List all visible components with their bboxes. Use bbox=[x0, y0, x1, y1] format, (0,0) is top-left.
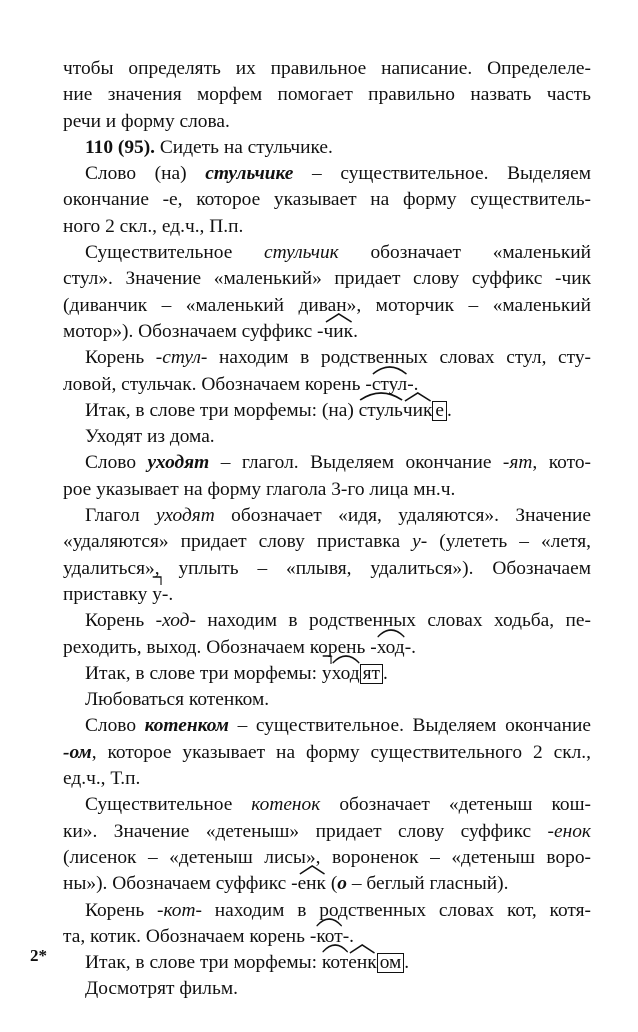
body-text bbox=[63, 56, 591, 1003]
text-line: Корень -кот- находим в родственных словах кот, котя- bbox=[85, 899, 591, 921]
text-line: ловой, стульчак. Обозначаем корень - стул-. bbox=[63, 372, 591, 398]
prefix-mark: у bbox=[152, 582, 162, 608]
text-line: ки». Значение «детеныш» придает слову суффикс -енок bbox=[63, 820, 591, 842]
suffix-mark: чик bbox=[324, 319, 354, 345]
text-line: стул». Значение «маленький» придает слову суффикс -чик bbox=[63, 268, 591, 290]
morpheme-summary: Итак, в слове три морфемы: кот енк ом . bbox=[63, 950, 591, 976]
text-line: ед.ч., Т.п. bbox=[63, 768, 141, 790]
morpheme-summary: Итак, в слове три морфемы: у ход ят . bbox=[63, 661, 591, 687]
text-line: ние значения морфем помогает правильно назвать часть bbox=[63, 84, 591, 106]
text-line: Существительное котенок обозначает «детеныш кош- bbox=[85, 794, 591, 816]
suffix-mark: енк bbox=[298, 871, 326, 897]
text-line: окончание -е, которое указывает на форму существитель- bbox=[63, 189, 591, 211]
text-line: реходить, выход. Обозначаем корень - ход-. bbox=[63, 635, 591, 661]
text-line: (лисенок – «детеныш лисы», вороненок – «детеныш воро- bbox=[63, 846, 591, 868]
text-line: Корень -ход- находим в родственных словах ходьба, пе- bbox=[85, 610, 591, 632]
text-line: мотор»). Обозначаем суффикс - чик. bbox=[63, 319, 591, 345]
text-line: «удаляются» придает слову приставка у- (улететь – «летя, bbox=[63, 531, 592, 553]
text-line: -ом, которое указывает на форму существительного 2 скл., bbox=[63, 741, 591, 763]
text-line: (диванчик – «маленький диван», моторчик – «маленький bbox=[63, 294, 591, 316]
exercise-heading bbox=[63, 135, 591, 161]
ending-box: ом bbox=[377, 953, 405, 973]
ending-box: ят bbox=[360, 664, 383, 684]
text-line: Слово (на) стульчике – существительное. Выделяем bbox=[85, 163, 591, 185]
text-line: Корень -стул- находим в родственных словах стул, сту- bbox=[85, 347, 591, 369]
text-line: рое указывает на форму глагола 3-го лица мн.ч. bbox=[63, 478, 456, 500]
ending-box: е bbox=[432, 401, 447, 421]
text-line: ны»). Обозначаем суффикс - енк (о – беглый гласный). bbox=[63, 871, 591, 897]
text-line: удалиться», уплыть – «плывя, удалиться»). Обозначаем bbox=[63, 557, 591, 579]
root-mark: ход bbox=[377, 635, 405, 661]
text-line: Слово уходят – глагол. Выделяем окончание -ят, кото- bbox=[85, 452, 591, 474]
root-mark: стул bbox=[372, 372, 407, 398]
suffix-mark: енк bbox=[348, 950, 376, 976]
exercise-phrase: Уходят из дома. bbox=[85, 426, 215, 448]
text-line: Существительное стульчик обозначает «маленький bbox=[85, 242, 591, 264]
text-line: ного 2 скл., ед.ч., П.п. bbox=[63, 215, 244, 237]
exercise-phrase: Досмотрят фильм. bbox=[85, 978, 238, 1000]
text-line: приставку у-. bbox=[63, 582, 591, 608]
suffix-mark: чик bbox=[403, 398, 433, 424]
exercise-number: 110 (95). bbox=[85, 136, 156, 158]
text-line: Слово котенком – существительное. Выделяем окончание bbox=[85, 715, 591, 737]
root-mark: кот bbox=[316, 924, 342, 950]
text-line: чтобы определять их правильное написание. Определеле- bbox=[63, 58, 591, 79]
morpheme-summary: Итак, в слове три морфемы: (на) стуль чик е . bbox=[63, 398, 591, 424]
page-mark: 2* bbox=[30, 946, 47, 965]
exercise-phrase: Сидеть на стульчике. bbox=[155, 136, 333, 158]
root-mark: стуль bbox=[359, 398, 403, 424]
prefix-mark: у bbox=[322, 661, 332, 687]
root-mark: кот bbox=[322, 950, 348, 976]
exercise-phrase: Любоваться котенком. bbox=[85, 689, 270, 711]
text-line: та, котик. Обозначаем корень - кот-. bbox=[63, 924, 591, 950]
text-line: Глагол уходят обозначает «идя, удаляются». Значение bbox=[85, 505, 591, 527]
root-mark: ход bbox=[332, 661, 360, 687]
text-line: речи и форму слова. bbox=[63, 110, 230, 132]
